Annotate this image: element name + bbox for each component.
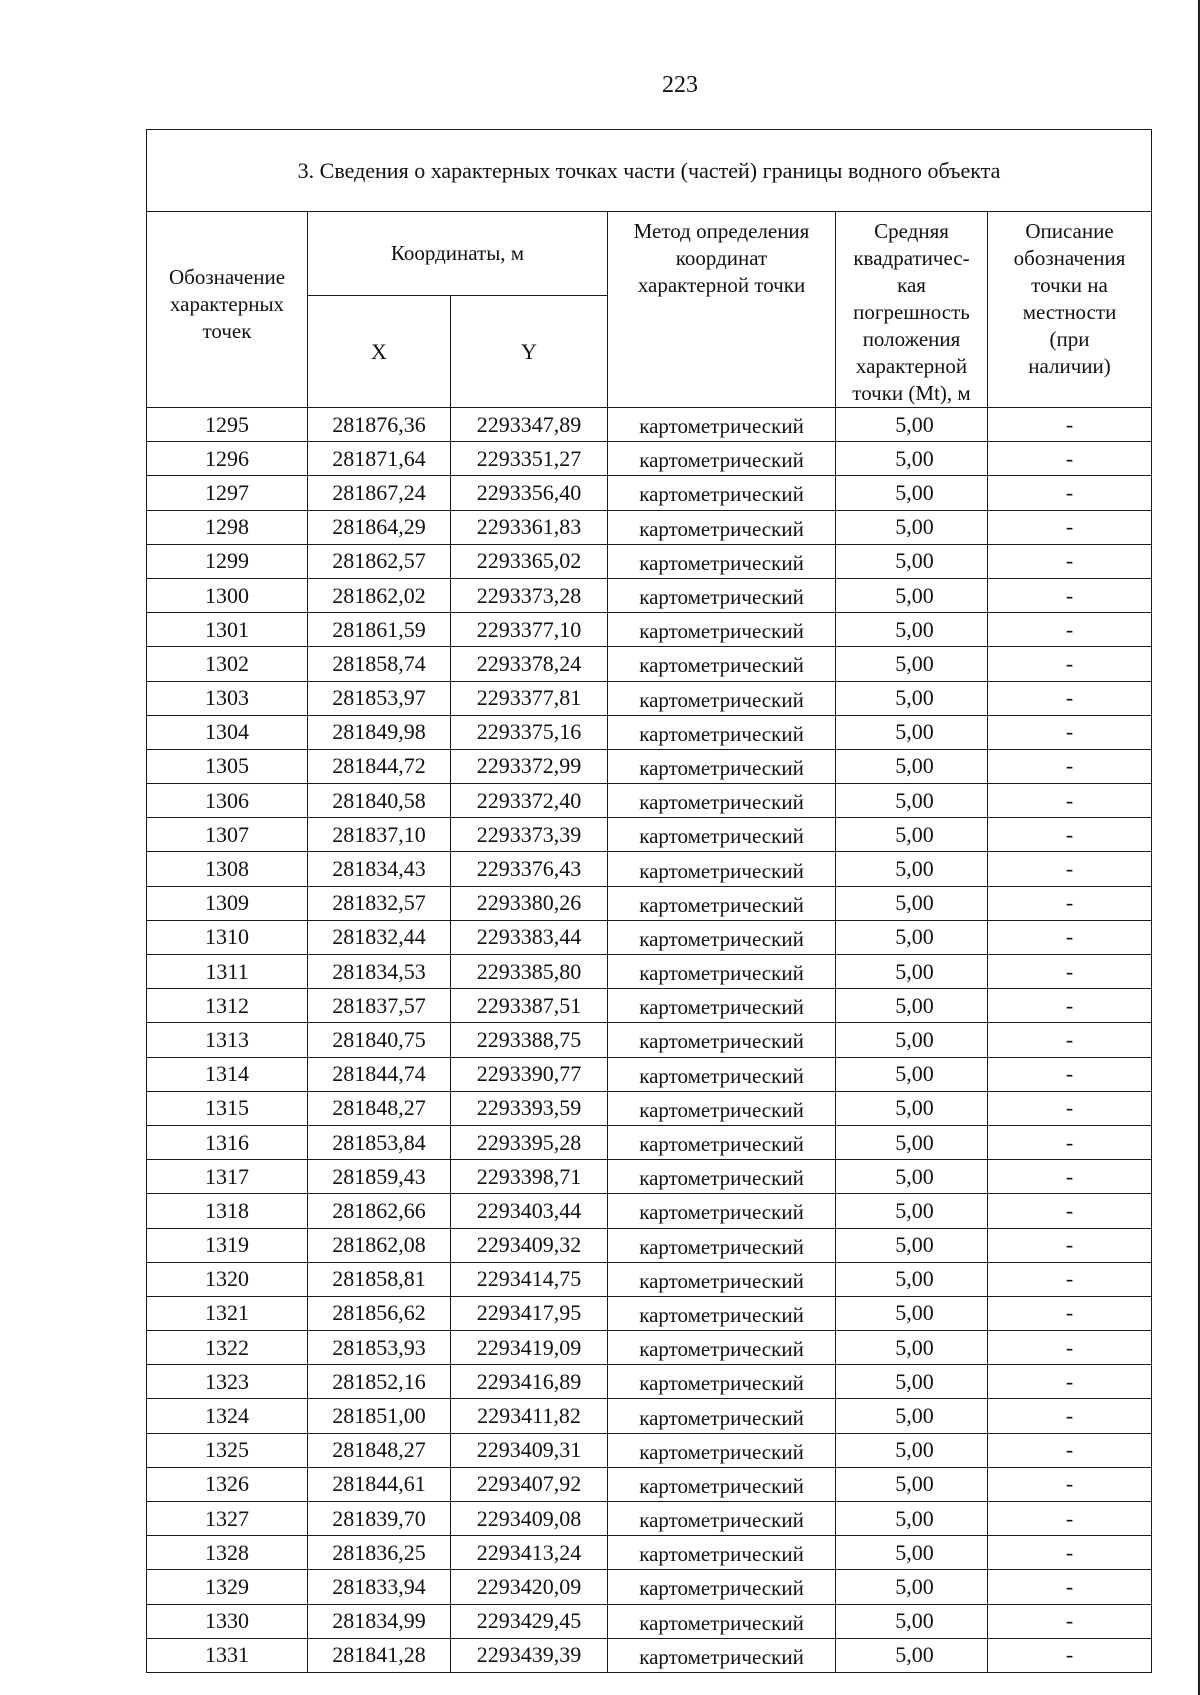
point-id-cell: 1301 <box>147 613 308 647</box>
x-coordinate-cell: 281834,43 <box>308 852 451 886</box>
x-coordinate-cell: 281861,59 <box>308 613 451 647</box>
section-title: 3. Сведения о характерных точках части (частей) границы водного объекта <box>147 130 1152 212</box>
x-coordinate-cell: 281848,27 <box>308 1091 451 1125</box>
mean-error-cell: 5,00 <box>836 1638 988 1672</box>
x-coordinate-cell: 281858,81 <box>308 1262 451 1296</box>
point-id-cell: 1324 <box>147 1399 308 1433</box>
description-cell: - <box>988 1467 1152 1501</box>
point-id-cell: 1323 <box>147 1365 308 1399</box>
description-cell: - <box>988 852 1152 886</box>
mean-error-cell: 5,00 <box>836 578 988 612</box>
x-coordinate-cell: 281844,61 <box>308 1467 451 1501</box>
description-cell: - <box>988 1365 1152 1399</box>
y-coordinate-cell: 2293419,09 <box>451 1331 608 1365</box>
x-coordinate-cell: 281867,24 <box>308 476 451 510</box>
table-row <box>147 920 1152 954</box>
point-id-cell: 1331 <box>147 1638 308 1672</box>
x-coordinate-cell: 281839,70 <box>308 1502 451 1536</box>
point-id-cell: 1306 <box>147 784 308 818</box>
mean-error-cell: 5,00 <box>836 920 988 954</box>
mean-error-cell: 5,00 <box>836 1467 988 1501</box>
description-cell: - <box>988 1262 1152 1296</box>
method-cell: картометрический <box>608 1057 836 1091</box>
method-cell: картометрический <box>608 1023 836 1057</box>
method-cell: картометрический <box>608 1467 836 1501</box>
description-header-line: обозначения <box>1013 246 1126 270</box>
point-id-cell: 1302 <box>147 647 308 681</box>
method-cell: картометрический <box>608 613 836 647</box>
mean-error-cell: 5,00 <box>836 1331 988 1365</box>
mean-error-cell: 5,00 <box>836 442 988 476</box>
table-row <box>147 1023 1152 1057</box>
table-row <box>147 852 1152 886</box>
table-row <box>147 749 1152 783</box>
x-coordinate-cell: 281841,28 <box>308 1638 451 1672</box>
method-header-line: Метод определения <box>633 219 810 243</box>
table-row <box>147 1638 1152 1672</box>
x-coordinate-cell: 281852,16 <box>308 1365 451 1399</box>
x-coordinate-cell: 281859,43 <box>308 1160 451 1194</box>
mean-error-cell: 5,00 <box>836 1570 988 1604</box>
mean-error-cell: 5,00 <box>836 681 988 715</box>
method-cell: картометрический <box>608 408 836 442</box>
point-id-cell: 1326 <box>147 1467 308 1501</box>
mean-error-cell: 5,00 <box>836 1194 988 1228</box>
header-row-1 <box>147 212 1152 296</box>
table-row <box>147 1262 1152 1296</box>
method-cell: картометрический <box>608 510 836 544</box>
point-id-cell: 1308 <box>147 852 308 886</box>
method-cell: картометрический <box>608 1433 836 1467</box>
mean-error-cell: 5,00 <box>836 1091 988 1125</box>
description-cell: - <box>988 544 1152 578</box>
y-coordinate-cell: 2293377,81 <box>451 681 608 715</box>
description-cell: - <box>988 1125 1152 1159</box>
mean-error-cell: 5,00 <box>836 852 988 886</box>
table-row <box>147 1194 1152 1228</box>
method-cell: картометрический <box>608 1125 836 1159</box>
point-id-cell: 1328 <box>147 1536 308 1570</box>
method-cell: картометрический <box>608 1502 836 1536</box>
y-coordinate-cell: 2293373,28 <box>451 578 608 612</box>
description-cell: - <box>988 1057 1152 1091</box>
table-row <box>147 578 1152 612</box>
designation-header <box>147 212 308 408</box>
method-cell: картометрический <box>608 1262 836 1296</box>
point-id-cell: 1311 <box>147 955 308 989</box>
x-coordinate-cell: 281837,10 <box>308 818 451 852</box>
y-coordinate-cell: 2293429,45 <box>451 1604 608 1638</box>
mean-error-cell: 5,00 <box>836 647 988 681</box>
description-cell: - <box>988 784 1152 818</box>
description-cell: - <box>988 818 1152 852</box>
designation-header-line: характерных <box>169 292 285 316</box>
point-id-cell: 1318 <box>147 1194 308 1228</box>
table-row <box>147 510 1152 544</box>
method-cell: картометрический <box>608 1228 836 1262</box>
description-cell: - <box>988 749 1152 783</box>
y-coordinate-cell: 2293420,09 <box>451 1570 608 1604</box>
x-coordinate-cell: 281834,53 <box>308 955 451 989</box>
point-id-cell: 1303 <box>147 681 308 715</box>
description-header-line: местности <box>1022 300 1117 324</box>
point-id-cell: 1307 <box>147 818 308 852</box>
mean-error-cell: 5,00 <box>836 1399 988 1433</box>
table-row <box>147 1091 1152 1125</box>
x-coordinate-cell: 281871,64 <box>308 442 451 476</box>
y-coordinate-cell: 2293380,26 <box>451 886 608 920</box>
mean-error-cell: 5,00 <box>836 1296 988 1330</box>
table-row <box>147 1057 1152 1091</box>
mean-error-cell: 5,00 <box>836 784 988 818</box>
description-cell: - <box>988 1228 1152 1262</box>
y-coordinate-cell: 2293388,75 <box>451 1023 608 1057</box>
method-cell: картометрический <box>608 1399 836 1433</box>
description-cell: - <box>988 1570 1152 1604</box>
table-row <box>147 989 1152 1023</box>
table-header <box>147 130 1152 408</box>
y-coordinate-cell: 2293413,24 <box>451 1536 608 1570</box>
y-coordinate-cell: 2293372,40 <box>451 784 608 818</box>
description-cell: - <box>988 1194 1152 1228</box>
description-cell: - <box>988 1604 1152 1638</box>
method-cell: картометрический <box>608 1570 836 1604</box>
table-row <box>147 1160 1152 1194</box>
description-cell: - <box>988 886 1152 920</box>
y-coordinate-cell: 2293385,80 <box>451 955 608 989</box>
mean-error-cell: 5,00 <box>836 955 988 989</box>
mean-error-header-line: положения <box>862 327 961 351</box>
point-id-cell: 1320 <box>147 1262 308 1296</box>
table-row <box>147 818 1152 852</box>
mean-error-cell: 5,00 <box>836 818 988 852</box>
table-row <box>147 1570 1152 1604</box>
method-cell: картометрический <box>608 920 836 954</box>
x-coordinate-cell: 281849,98 <box>308 715 451 749</box>
method-header-line: координат <box>675 246 768 270</box>
table-row <box>147 544 1152 578</box>
description-cell: - <box>988 442 1152 476</box>
mean-error-cell: 5,00 <box>836 715 988 749</box>
description-cell: - <box>988 578 1152 612</box>
designation-header-line: Обозначение <box>168 265 286 289</box>
mean-error-header-line: Средняя <box>874 219 949 243</box>
y-coordinate-cell: 2293398,71 <box>451 1160 608 1194</box>
point-id-cell: 1305 <box>147 749 308 783</box>
x-coordinate-cell: 281862,66 <box>308 1194 451 1228</box>
x-coordinate-cell: 281832,57 <box>308 886 451 920</box>
y-header: Y <box>451 296 608 408</box>
table-row <box>147 442 1152 476</box>
point-id-cell: 1329 <box>147 1570 308 1604</box>
point-id-cell: 1298 <box>147 510 308 544</box>
x-coordinate-cell: 281834,99 <box>308 1604 451 1638</box>
x-coordinate-cell: 281862,02 <box>308 578 451 612</box>
table-row <box>147 647 1152 681</box>
method-cell: картометрический <box>608 886 836 920</box>
method-cell: картометрический <box>608 578 836 612</box>
method-cell: картометрический <box>608 1331 836 1365</box>
table-row <box>147 784 1152 818</box>
mean-error-header-line: характерной <box>855 354 968 378</box>
point-id-cell: 1297 <box>147 476 308 510</box>
mean-error-cell: 5,00 <box>836 1536 988 1570</box>
method-cell: картометрический <box>608 1536 836 1570</box>
y-coordinate-cell: 2293439,39 <box>451 1638 608 1672</box>
description-cell: - <box>988 1023 1152 1057</box>
mean-error-header-line: точки (Mt), м <box>852 381 971 405</box>
point-id-cell: 1313 <box>147 1023 308 1057</box>
method-cell: картометрический <box>608 544 836 578</box>
x-coordinate-cell: 281876,36 <box>308 408 451 442</box>
table-body <box>147 408 1152 1673</box>
y-coordinate-cell: 2293395,28 <box>451 1125 608 1159</box>
description-cell: - <box>988 1331 1152 1365</box>
boundary-points-table <box>146 129 1152 1673</box>
y-coordinate-cell: 2293393,59 <box>451 1091 608 1125</box>
page-number: 223 <box>662 72 698 98</box>
description-cell: - <box>988 989 1152 1023</box>
point-id-cell: 1317 <box>147 1160 308 1194</box>
table-row <box>147 1399 1152 1433</box>
description-header <box>988 212 1152 408</box>
y-coordinate-cell: 2293411,82 <box>451 1399 608 1433</box>
mean-error-cell: 5,00 <box>836 989 988 1023</box>
description-cell: - <box>988 1638 1152 1672</box>
y-coordinate-cell: 2293387,51 <box>451 989 608 1023</box>
method-cell: картометрический <box>608 852 836 886</box>
point-id-cell: 1314 <box>147 1057 308 1091</box>
x-coordinate-cell: 281840,75 <box>308 1023 451 1057</box>
y-coordinate-cell: 2293377,10 <box>451 613 608 647</box>
table-row <box>147 1467 1152 1501</box>
y-coordinate-cell: 2293365,02 <box>451 544 608 578</box>
y-coordinate-cell: 2293417,95 <box>451 1296 608 1330</box>
y-coordinate-cell: 2293351,27 <box>451 442 608 476</box>
point-id-cell: 1325 <box>147 1433 308 1467</box>
table-row <box>147 1125 1152 1159</box>
point-id-cell: 1312 <box>147 989 308 1023</box>
mean-error-cell: 5,00 <box>836 1365 988 1399</box>
y-coordinate-cell: 2293375,16 <box>451 715 608 749</box>
method-cell: картометрический <box>608 784 836 818</box>
y-coordinate-cell: 2293409,32 <box>451 1228 608 1262</box>
mean-error-cell: 5,00 <box>836 476 988 510</box>
table-row <box>147 1536 1152 1570</box>
mean-error-cell: 5,00 <box>836 886 988 920</box>
method-cell: картометрический <box>608 442 836 476</box>
x-coordinate-cell: 281844,72 <box>308 749 451 783</box>
y-coordinate-cell: 2293373,39 <box>451 818 608 852</box>
x-coordinate-cell: 281862,57 <box>308 544 451 578</box>
method-cell: картометрический <box>608 1365 836 1399</box>
point-id-cell: 1322 <box>147 1331 308 1365</box>
y-coordinate-cell: 2293416,89 <box>451 1365 608 1399</box>
mean-error-cell: 5,00 <box>836 749 988 783</box>
table-row <box>147 886 1152 920</box>
point-id-cell: 1327 <box>147 1502 308 1536</box>
method-cell: картометрический <box>608 1604 836 1638</box>
table-row <box>147 1502 1152 1536</box>
method-cell: картометрический <box>608 989 836 1023</box>
x-coordinate-cell: 281832,44 <box>308 920 451 954</box>
method-cell: картометрический <box>608 1194 836 1228</box>
x-coordinate-cell: 281858,74 <box>308 647 451 681</box>
method-cell: картометрический <box>608 749 836 783</box>
mean-error-cell: 5,00 <box>836 510 988 544</box>
x-coordinate-cell: 281853,93 <box>308 1331 451 1365</box>
method-cell: картометрический <box>608 1091 836 1125</box>
method-cell: картометрический <box>608 647 836 681</box>
point-id-cell: 1295 <box>147 408 308 442</box>
y-coordinate-cell: 2293403,44 <box>451 1194 608 1228</box>
method-header-line: характерной точки <box>637 273 806 297</box>
x-coordinate-cell: 281853,97 <box>308 681 451 715</box>
description-header-line: (при <box>1049 327 1090 351</box>
coordinates-header: Координаты, м <box>308 212 608 296</box>
mean-error-cell: 5,00 <box>836 1057 988 1091</box>
mean-error-cell: 5,00 <box>836 1604 988 1638</box>
description-cell: - <box>988 1160 1152 1194</box>
method-cell: картометрический <box>608 476 836 510</box>
y-coordinate-cell: 2293347,89 <box>451 408 608 442</box>
x-coordinate-cell: 281851,00 <box>308 1399 451 1433</box>
x-coordinate-cell: 281837,57 <box>308 989 451 1023</box>
point-id-cell: 1309 <box>147 886 308 920</box>
point-id-cell: 1300 <box>147 578 308 612</box>
x-coordinate-cell: 281856,62 <box>308 1296 451 1330</box>
x-coordinate-cell: 281844,74 <box>308 1057 451 1091</box>
description-cell: - <box>988 681 1152 715</box>
description-cell: - <box>988 476 1152 510</box>
method-cell: картометрический <box>608 715 836 749</box>
mean-error-header-line: кая <box>897 273 926 297</box>
mean-error-cell: 5,00 <box>836 1262 988 1296</box>
table-row <box>147 476 1152 510</box>
x-coordinate-cell: 281853,84 <box>308 1125 451 1159</box>
description-cell: - <box>988 1536 1152 1570</box>
description-cell: - <box>988 1296 1152 1330</box>
y-coordinate-cell: 2293378,24 <box>451 647 608 681</box>
y-coordinate-cell: 2293409,08 <box>451 1502 608 1536</box>
title-row <box>147 130 1152 212</box>
mean-error-cell: 5,00 <box>836 1160 988 1194</box>
description-header-line: точки на <box>1031 273 1108 297</box>
description-cell: - <box>988 1091 1152 1125</box>
x-coordinate-cell: 281833,94 <box>308 1570 451 1604</box>
x-coordinate-cell: 281836,25 <box>308 1536 451 1570</box>
point-id-cell: 1321 <box>147 1296 308 1330</box>
x-coordinate-cell: 281862,08 <box>308 1228 451 1262</box>
designation-header-line: точек <box>202 319 252 343</box>
mean-error-cell: 5,00 <box>836 408 988 442</box>
description-cell: - <box>988 955 1152 989</box>
table-row <box>147 715 1152 749</box>
y-coordinate-cell: 2293376,43 <box>451 852 608 886</box>
mean-error-cell: 5,00 <box>836 544 988 578</box>
description-cell: - <box>988 715 1152 749</box>
description-cell: - <box>988 1502 1152 1536</box>
mean-error-cell: 5,00 <box>836 1125 988 1159</box>
method-cell: картометрический <box>608 818 836 852</box>
point-id-cell: 1330 <box>147 1604 308 1638</box>
description-cell: - <box>988 1433 1152 1467</box>
mean-error-cell: 5,00 <box>836 1502 988 1536</box>
table-row <box>147 1296 1152 1330</box>
mean-error-cell: 5,00 <box>836 1228 988 1262</box>
y-coordinate-cell: 2293383,44 <box>451 920 608 954</box>
x-coordinate-cell: 281864,29 <box>308 510 451 544</box>
table-row <box>147 681 1152 715</box>
point-id-cell: 1319 <box>147 1228 308 1262</box>
y-coordinate-cell: 2293372,99 <box>451 749 608 783</box>
description-cell: - <box>988 647 1152 681</box>
point-id-cell: 1296 <box>147 442 308 476</box>
y-coordinate-cell: 2293390,77 <box>451 1057 608 1091</box>
table-row <box>147 408 1152 442</box>
x-header: X <box>308 296 451 408</box>
description-cell: - <box>988 613 1152 647</box>
mean-error-cell: 5,00 <box>836 1023 988 1057</box>
table-row <box>147 1433 1152 1467</box>
mean-error-header-line: погрешность <box>853 300 970 324</box>
description-cell: - <box>988 1399 1152 1433</box>
point-id-cell: 1316 <box>147 1125 308 1159</box>
method-header <box>608 212 836 408</box>
mean-error-header-line: квадратичес- <box>853 246 970 270</box>
method-cell: картометрический <box>608 955 836 989</box>
description-header-line: наличии) <box>1028 354 1111 378</box>
y-coordinate-cell: 2293361,83 <box>451 510 608 544</box>
method-cell: картометрический <box>608 681 836 715</box>
point-id-cell: 1304 <box>147 715 308 749</box>
point-id-cell: 1299 <box>147 544 308 578</box>
method-cell: картометрический <box>608 1160 836 1194</box>
table-row <box>147 1228 1152 1262</box>
y-coordinate-cell: 2293409,31 <box>451 1433 608 1467</box>
description-cell: - <box>988 920 1152 954</box>
y-coordinate-cell: 2293414,75 <box>451 1262 608 1296</box>
table-row <box>147 1365 1152 1399</box>
x-coordinate-cell: 281848,27 <box>308 1433 451 1467</box>
description-cell: - <box>988 408 1152 442</box>
method-cell: картометрический <box>608 1296 836 1330</box>
mean-error-cell: 5,00 <box>836 1433 988 1467</box>
mean-error-header <box>836 212 988 408</box>
table-row <box>147 955 1152 989</box>
table-row <box>147 1331 1152 1365</box>
table-row <box>147 613 1152 647</box>
y-coordinate-cell: 2293407,92 <box>451 1467 608 1501</box>
point-id-cell: 1310 <box>147 920 308 954</box>
description-header-line: Описание <box>1025 219 1114 243</box>
point-id-cell: 1315 <box>147 1091 308 1125</box>
x-coordinate-cell: 281840,58 <box>308 784 451 818</box>
table-row <box>147 1604 1152 1638</box>
mean-error-cell: 5,00 <box>836 613 988 647</box>
y-coordinate-cell: 2293356,40 <box>451 476 608 510</box>
description-cell: - <box>988 510 1152 544</box>
method-cell: картометрический <box>608 1638 836 1672</box>
